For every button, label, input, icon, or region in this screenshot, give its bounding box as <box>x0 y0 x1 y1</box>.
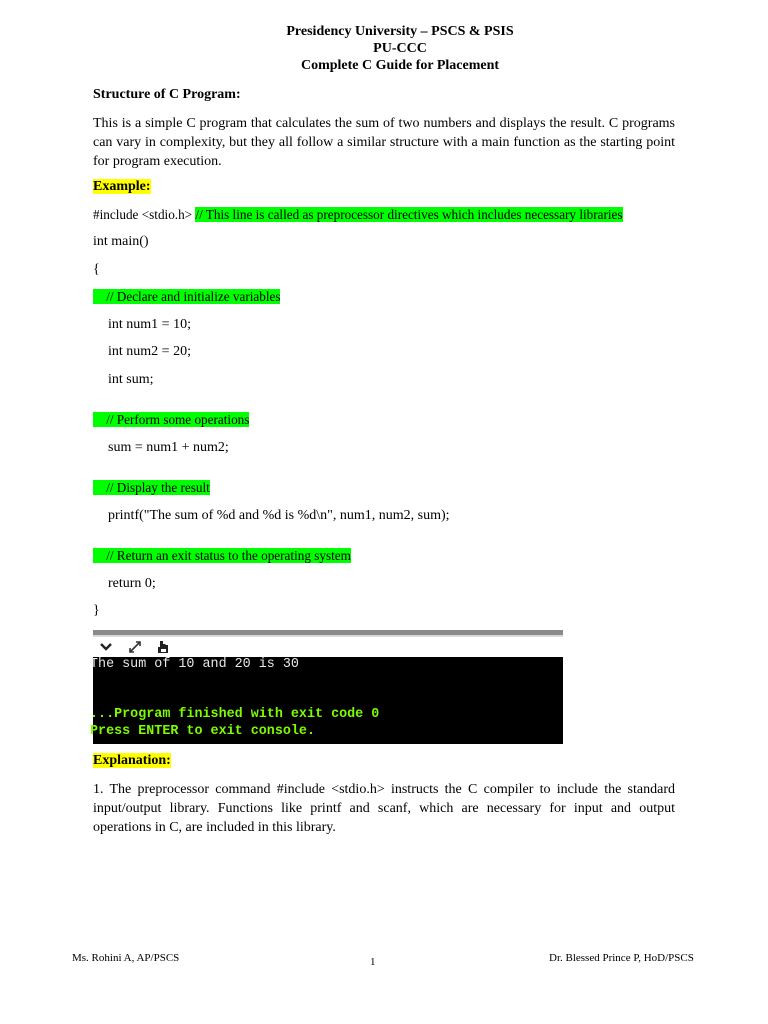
code-num2: int num2 = 20; <box>108 344 191 359</box>
code-include: #include <stdio.h> <box>93 207 193 222</box>
program-code: PU-CCC <box>373 41 427 56</box>
code-printf: printf("The sum of %d and %d is %d\n", num1, num2, sum); <box>108 508 450 523</box>
footer-right-author: Dr. Blessed Prince P, HoD/PSCS <box>549 952 694 964</box>
code-sum-decl: int sum; <box>108 372 154 387</box>
expand-icon <box>127 639 143 655</box>
code-open-brace: { <box>93 262 100 277</box>
university-title: Presidency University – PSCS & PSIS <box>286 24 514 39</box>
section-title: Structure of C Program: <box>93 87 241 102</box>
code-close-brace: } <box>93 603 100 618</box>
console-press-enter-line: Press ENTER to exit console. <box>90 724 315 739</box>
console-toolbar <box>93 637 563 657</box>
code-num1: int num1 = 10; <box>108 317 191 332</box>
code-comment-return: // Return an exit status to the operating system <box>93 548 351 563</box>
code-sum-calc: sum = num1 + num2; <box>108 440 229 455</box>
code-include-line <box>93 206 623 224</box>
code-comment-declare: // Declare and initialize variables <box>93 289 281 304</box>
code-comment-perform: // Perform some operations <box>93 412 250 427</box>
explanation-label: Explanation: <box>93 753 171 768</box>
explanation-paragraph-1: 1. The preprocessor command #include <stdio.h> instructs the C compiler to include the standard input/output library. Functions like printf and scanf, which are necessary for input and output operations in C, are included in this library. <box>93 782 675 835</box>
console-finished-line: ...Program finished with exit code 0 <box>90 707 380 722</box>
pointer-hand-icon <box>155 639 171 655</box>
console-screen <box>90 657 563 744</box>
code-comment-display: // Display the result <box>93 480 210 495</box>
code-main: int main() <box>93 234 149 249</box>
console-output-line: The sum of 10 and 20 is 30 <box>90 657 299 672</box>
console-screenshot <box>90 630 563 744</box>
intro-paragraph: This is a simple C program that calculates the sum of two numbers and displays the result. C programs can vary in complexity, but they all follow a similar structure with a main function as the starting point for program execution. <box>93 116 675 169</box>
example-label: Example: <box>93 179 151 194</box>
page-number: 1 <box>370 956 376 968</box>
code-return: return 0; <box>108 576 156 591</box>
guide-title: Complete C Guide for Placement <box>300 58 500 73</box>
footer-left-author: Ms. Rohini A, AP/PSCS <box>72 952 180 964</box>
code-include-comment: // This line is called as preprocessor directives which includes necessary libraries <box>195 207 623 222</box>
chevron-down-icon <box>99 640 113 654</box>
